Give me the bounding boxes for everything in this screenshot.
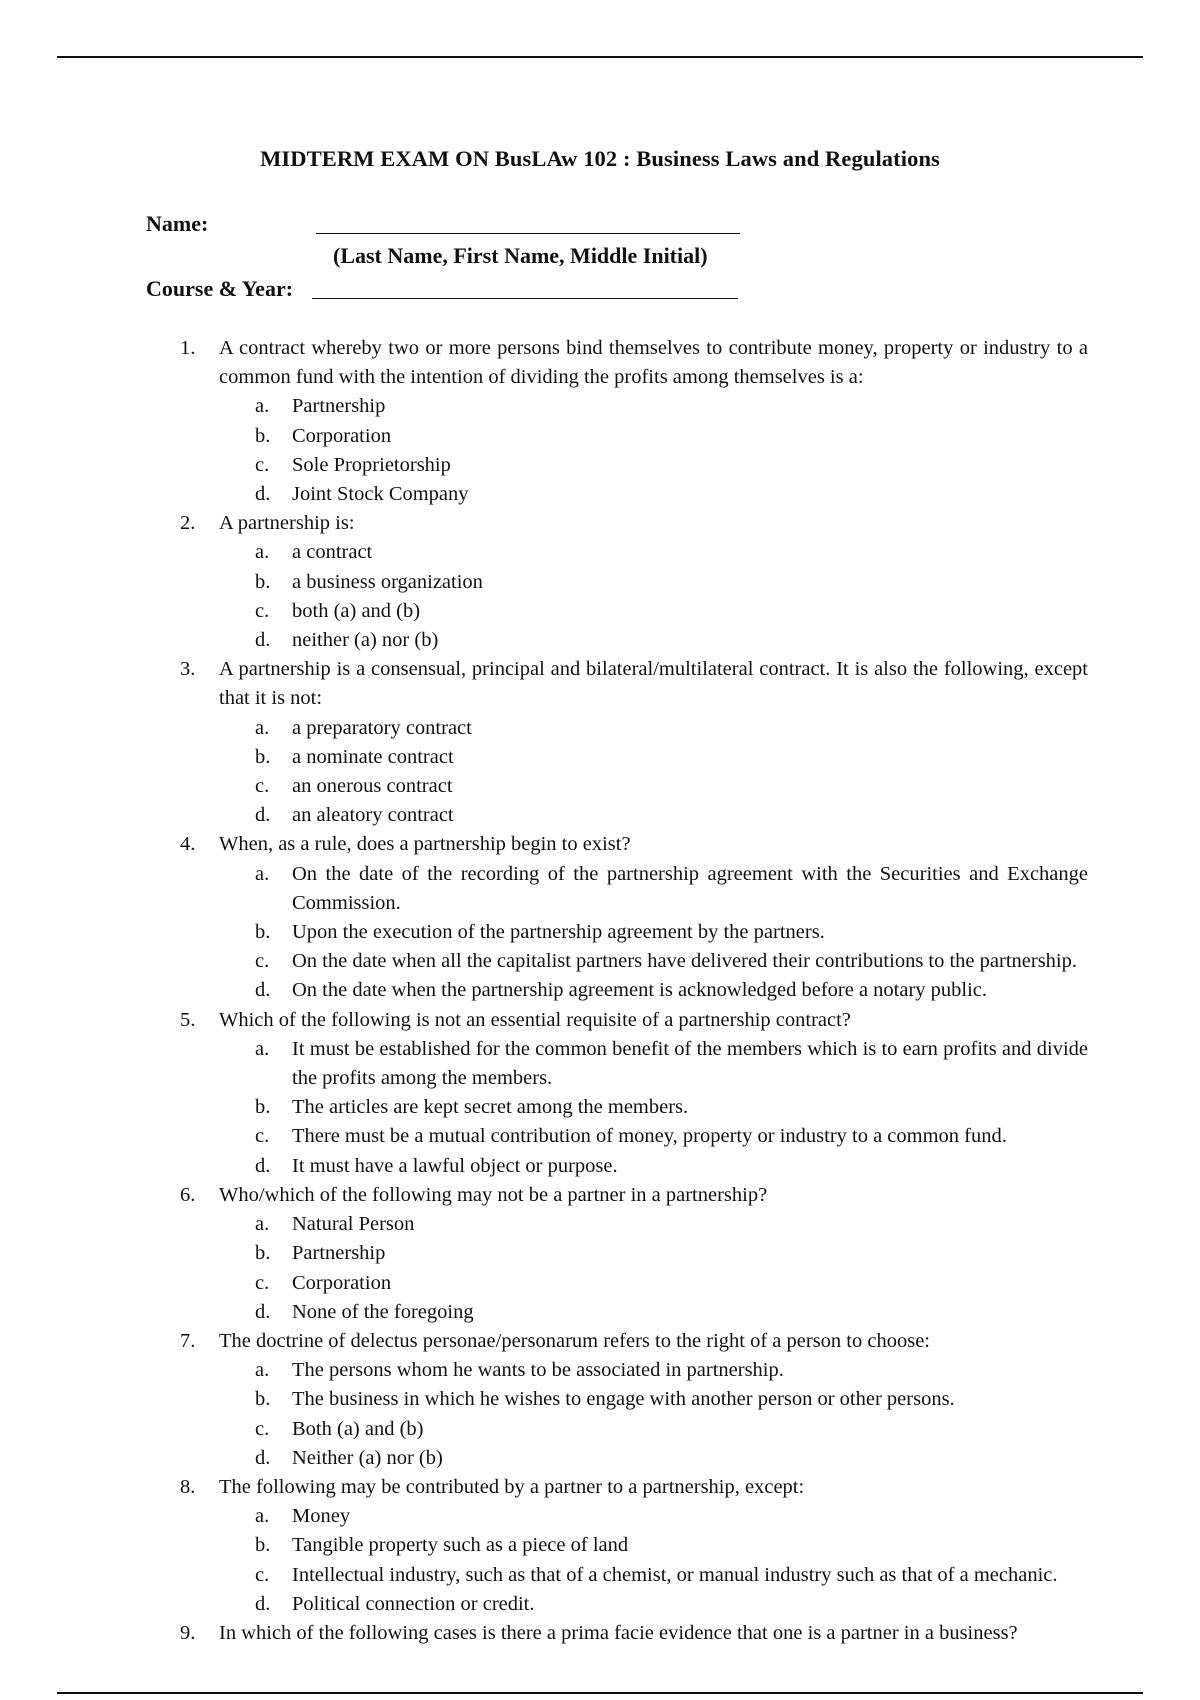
option-letter: b. [255, 424, 271, 447]
question-text: Who/which of the following may not be a partner in a partnership? [219, 1183, 768, 1206]
question-text: The following may be contributed by a partner to a partnership, except: [219, 1475, 805, 1498]
option-letter: d. [255, 804, 271, 827]
option-letter: b. [255, 921, 271, 944]
option-letter: c. [255, 1417, 270, 1440]
option-letter: b. [255, 1534, 271, 1557]
exam-title: MIDTERM EXAM ON BusLAw 102 : Business Laws and Regulations [260, 146, 940, 171]
question-7 [180, 1327, 1088, 1473]
option-letter: a. [255, 862, 270, 885]
option-letter: a. [255, 541, 270, 564]
option-text: None of the foregoing [292, 1300, 474, 1323]
option-text: Intellectual industry, such as that of a chemist, or manual industry such as that of a mechanic. [292, 1563, 1058, 1586]
course-year-line [312, 298, 738, 299]
option-text: Corporation [292, 424, 392, 447]
question-number: 6. [180, 1183, 196, 1206]
answer-option [219, 626, 1088, 655]
question-text: In which of the following cases is there a prima facie evidence that one is a partner in a business? [219, 1621, 1018, 1644]
option-text: Joint Stock Company [292, 483, 469, 506]
option-text: Natural Person [292, 1213, 415, 1236]
answer-option [219, 1356, 1088, 1385]
question-text: When, as a rule, does a partnership begin to exist? [219, 833, 631, 856]
option-text: an onerous contract [292, 775, 453, 798]
option-letter: a. [255, 1213, 270, 1236]
question-number: 2. [180, 512, 196, 535]
answer-option [219, 568, 1088, 597]
answer-option [219, 480, 1088, 509]
option-text: both (a) and (b) [292, 599, 421, 622]
option-text: On the date when all the capitalist partners have delivered their contributions to the partnership. [292, 950, 1078, 973]
option-letter: d. [255, 1154, 271, 1177]
option-text: The persons whom he wants to be associated in partnership. [292, 1359, 784, 1382]
question-number: 9. [180, 1621, 196, 1644]
option-text: Money [292, 1505, 351, 1528]
option-letter: a. [255, 716, 270, 739]
option-text: a preparatory contract [292, 716, 472, 739]
answer-option [219, 918, 1088, 947]
answer-option [219, 538, 1088, 567]
question-list [180, 334, 1088, 1648]
answer-option [219, 947, 1088, 976]
question-4 [180, 830, 1088, 1005]
question-text: Which of the following is not an essential requisite of a partnership contract? [219, 1008, 851, 1031]
answer-option [219, 714, 1088, 743]
option-text: It must have a lawful object or purpose. [292, 1154, 618, 1177]
option-text: a business organization [292, 570, 483, 593]
option-letter: c. [255, 1271, 270, 1294]
option-text: an aleatory contract [292, 804, 454, 827]
bottom-rule [57, 1692, 1143, 1694]
name-label: Name: [146, 211, 209, 236]
option-list [219, 1210, 1088, 1327]
question-8 [180, 1473, 1088, 1619]
answer-option [219, 860, 1088, 918]
answer-option [219, 1444, 1088, 1473]
option-letter: c. [255, 775, 270, 798]
option-list [219, 860, 1088, 1006]
option-text: The articles are kept secret among the members. [292, 1096, 689, 1119]
option-text: Tangible property such as a piece of land [292, 1534, 629, 1557]
answer-option [219, 451, 1088, 480]
answer-option [219, 1590, 1088, 1619]
question-text: A partnership is: [219, 512, 355, 535]
question-text: The doctrine of delectus personae/personarum refers to the right of a person to choose: [219, 1329, 930, 1352]
answer-option [219, 1415, 1088, 1444]
answer-option [219, 1531, 1088, 1560]
option-text: On the date of the recording of the partnership agreement with the Securities and Exchange Commission. [292, 862, 1088, 914]
option-text: a contract [292, 541, 373, 564]
answer-option [219, 772, 1088, 801]
question-text: A partnership is a consensual, principal and bilateral/multilateral contract. It is also the following, except that it is not: [219, 658, 1088, 710]
question-6 [180, 1181, 1088, 1327]
option-text: Upon the execution of the partnership agreement by the partners. [292, 921, 825, 944]
option-text: Sole Proprietorship [292, 453, 451, 476]
answer-option [219, 801, 1088, 830]
question-number: 7. [180, 1329, 196, 1352]
answer-option [219, 1298, 1088, 1327]
answer-option [219, 1239, 1088, 1268]
option-letter: b. [255, 1242, 271, 1265]
answer-option [219, 1035, 1088, 1093]
option-text: It must be established for the common benefit of the members which is to earn profits and divide the profits among the members. [292, 1037, 1088, 1090]
name-hint: (Last Name, First Name, Middle Initial) [333, 243, 708, 268]
question-number: 4. [180, 833, 196, 856]
question-2 [180, 509, 1088, 655]
option-letter: c. [255, 950, 270, 973]
answer-option [219, 743, 1088, 772]
option-text: Partnership [292, 1242, 386, 1265]
top-rule [57, 56, 1143, 58]
option-text: The business in which he wishes to engage with another person or other persons. [292, 1388, 955, 1411]
option-text: Corporation [292, 1271, 392, 1294]
answer-option [219, 597, 1088, 626]
answer-option [219, 1093, 1088, 1122]
option-list [219, 392, 1088, 509]
answer-option [219, 392, 1088, 421]
option-text: a nominate contract [292, 745, 454, 768]
answer-option [219, 1502, 1088, 1531]
question-5 [180, 1006, 1088, 1181]
option-letter: a. [255, 395, 270, 418]
option-letter: c. [255, 1563, 270, 1586]
option-list [219, 1502, 1088, 1619]
answer-option [219, 976, 1088, 1005]
question-number: 1. [180, 337, 196, 359]
question-number: 3. [180, 658, 196, 681]
option-letter: d. [255, 1446, 271, 1469]
answer-option [219, 1152, 1088, 1181]
option-letter: d. [255, 1592, 271, 1615]
question-3 [180, 655, 1088, 830]
option-letter: b. [255, 745, 271, 768]
answer-option [219, 1269, 1088, 1298]
answer-option [219, 1385, 1088, 1414]
option-letter: d. [255, 483, 271, 506]
question-number: 8. [180, 1475, 196, 1498]
option-letter: d. [255, 629, 271, 652]
option-list [219, 1356, 1088, 1473]
answer-option [219, 1561, 1088, 1590]
option-text: On the date when the partnership agreement is acknowledged before a notary public. [292, 979, 988, 1002]
question-1 [180, 334, 1088, 509]
question-9 [180, 1619, 1088, 1648]
answer-option [219, 1122, 1088, 1151]
option-text: Political connection or credit. [292, 1592, 535, 1615]
option-list [219, 1035, 1088, 1181]
option-letter: b. [255, 1096, 271, 1119]
option-letter: d. [255, 1300, 271, 1323]
name-line [316, 233, 740, 234]
option-text: Both (a) and (b) [292, 1417, 424, 1440]
option-letter: a. [255, 1359, 270, 1382]
option-letter: c. [255, 1125, 270, 1148]
answer-option [219, 422, 1088, 451]
option-text: Neither (a) nor (b) [292, 1446, 443, 1469]
option-text: There must be a mutual contribution of money, property or industry to a common fund. [292, 1125, 1007, 1148]
option-list [219, 538, 1088, 655]
option-letter: b. [255, 570, 271, 593]
option-letter: b. [255, 1388, 271, 1411]
course-year-label: Course & Year: [146, 276, 294, 301]
option-letter: c. [255, 599, 270, 622]
answer-option [219, 1210, 1088, 1239]
option-text: Partnership [292, 395, 386, 418]
question-text: A contract whereby two or more persons bind themselves to contribute money, property or industry to a common fund with the intention of dividing the profits among themselves is a: [219, 337, 1088, 389]
option-list [219, 714, 1088, 831]
option-letter: a. [255, 1037, 270, 1060]
option-letter: a. [255, 1505, 270, 1528]
question-number: 5. [180, 1008, 196, 1031]
option-letter: d. [255, 979, 271, 1002]
option-letter: c. [255, 453, 270, 476]
option-text: neither (a) nor (b) [292, 629, 439, 652]
